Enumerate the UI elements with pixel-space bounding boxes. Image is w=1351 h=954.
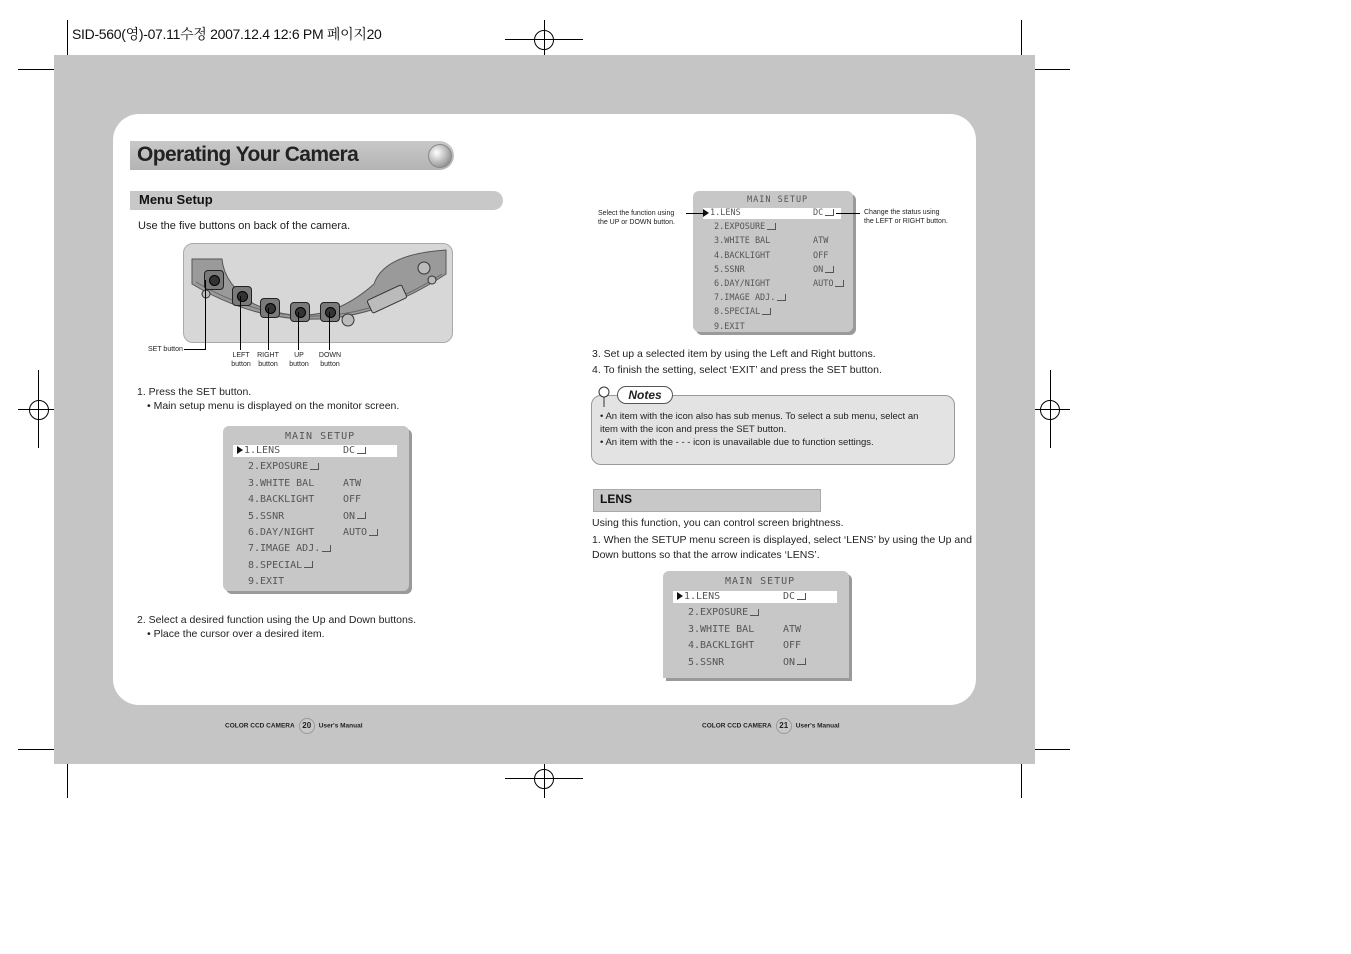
- label-line: button: [289, 361, 309, 368]
- lens-step-1b: Down buttons so that the arrow indicates ‘LENS’.: [592, 549, 820, 561]
- set-button-label: SET button: [148, 346, 183, 353]
- osd-item: [237, 445, 280, 456]
- osd-item: [703, 265, 745, 275]
- osd-item: [703, 322, 745, 332]
- submenu-enter-icon: [835, 280, 844, 287]
- label-line: UP: [294, 352, 304, 359]
- notes-pen-icon: [596, 384, 614, 408]
- osd-item-value: [783, 657, 806, 668]
- submenu-enter-icon: [825, 266, 834, 273]
- submenu-enter-icon: [797, 593, 806, 600]
- osd-item-value-text: ON: [343, 510, 356, 522]
- osd-item-value: [343, 494, 361, 505]
- osd-item-value-text: ON: [813, 264, 824, 275]
- osd-item-value-text: ATW: [783, 623, 802, 635]
- osd-title: MAIN SETUP: [725, 576, 796, 587]
- note-line: • An item with the - - - icon is unavailable due to function settings.: [600, 437, 874, 448]
- osd-item: [703, 251, 770, 261]
- osd-item-value: [813, 208, 834, 218]
- osd-item: [237, 576, 284, 587]
- osd-item-label: 1.LENS: [710, 208, 741, 218]
- osd-item: [703, 208, 741, 218]
- cursor-arrow-icon: [237, 446, 243, 454]
- osd-item-value: [813, 251, 828, 261]
- submenu-enter-icon: [825, 209, 834, 216]
- osd-item-label: 3.WHITE BAL: [714, 236, 771, 247]
- page-number: 21: [776, 718, 792, 734]
- submenu-enter-icon: [777, 294, 786, 301]
- down-button-knob: [320, 302, 340, 322]
- crop-mark: [1032, 749, 1070, 750]
- callout-line: [686, 213, 704, 214]
- note-line: • An item with the icon also has sub menus. To select a sub menu, select an: [600, 411, 919, 422]
- osd-item-label: 5.SSNR: [714, 264, 745, 275]
- osd-item-label: 2.EXPOSURE: [248, 461, 309, 473]
- footer-product: COLOR CCD CAMERA: [225, 722, 295, 730]
- osd-item: [703, 307, 771, 317]
- submenu-enter-icon: [750, 609, 759, 616]
- osd-item-label: 1.LENS: [684, 591, 721, 602]
- osd-item-label: 5.SSNR: [248, 510, 285, 522]
- osd-item: [237, 543, 331, 554]
- footer-manual: User's Manual: [795, 722, 840, 730]
- osd-item-value: [343, 527, 378, 538]
- step-2: 2. Select a desired function using the Up and Down buttons.: [137, 614, 417, 626]
- up-button-knob: [290, 302, 310, 322]
- up-button-label: [288, 351, 310, 369]
- section-title-lens: LENS: [600, 492, 633, 506]
- crop-mark: [67, 762, 68, 798]
- title-sphere-icon: [428, 144, 452, 168]
- osd-item-value: [783, 624, 801, 635]
- page-title: Operating Your Camera: [137, 143, 359, 166]
- osd-item: [237, 560, 313, 571]
- osd-item-label: 7.IMAGE ADJ.: [248, 543, 321, 555]
- submenu-enter-icon: [797, 658, 806, 665]
- lens-intro: Using this function, you can control screen brightness.: [592, 517, 844, 529]
- crop-mark: [18, 749, 56, 750]
- osd-item-value: [343, 478, 361, 489]
- registration-mark: [534, 769, 554, 789]
- print-header: SID-560(영)-07.11수정 2007.12.4 12:6 PM 페이지20: [72, 26, 382, 42]
- osd-main-setup-menu: [663, 571, 849, 678]
- section-title-menu-setup: Menu Setup: [139, 192, 213, 207]
- osd-item: [677, 607, 759, 618]
- label-line: button: [320, 361, 340, 368]
- crop-mark: [18, 69, 56, 70]
- lens-step-1a: 1. When the SETUP menu screen is displayed, select ‘LENS’ by using the Up and: [592, 534, 972, 546]
- osd-item-value-text: ON: [783, 656, 796, 668]
- note-line: item with the icon and press the SET button.: [600, 424, 787, 435]
- notes-text: [600, 410, 918, 449]
- callout-line-text: the LEFT or RIGHT button.: [864, 218, 948, 225]
- osd-item: [677, 640, 754, 651]
- step-1: 1. Press the SET button.: [137, 386, 252, 398]
- osd-item-label: 1.LENS: [244, 445, 281, 456]
- osd-item-value: [783, 591, 806, 602]
- callout-line-text: Change the status using: [864, 209, 940, 216]
- leader-line: [184, 349, 206, 350]
- osd-item-label: 6.DAY/NIGHT: [248, 527, 315, 538]
- label-line: RIGHT: [257, 352, 279, 359]
- osd-item-label: 8.SPECIAL: [714, 307, 761, 318]
- crop-mark: [1021, 762, 1022, 798]
- left-button-knob: [232, 286, 252, 306]
- callout-select-function: [598, 209, 675, 227]
- osd-item-label: 9.EXIT: [714, 321, 745, 332]
- submenu-enter-icon: [322, 545, 331, 552]
- osd-item-label: 6.DAY/NIGHT: [714, 279, 771, 289]
- footer-manual: User's Manual: [318, 722, 363, 730]
- osd-item: [703, 236, 770, 246]
- osd-item-label: 8.SPECIAL: [248, 559, 303, 571]
- osd-item: [237, 527, 314, 538]
- osd-item-value-text: OFF: [813, 250, 829, 261]
- cursor-arrow-icon: [677, 592, 683, 600]
- osd-item-label: 5.SSNR: [688, 656, 725, 668]
- label-line: button: [258, 361, 278, 368]
- osd-item-label: 4.BACKLIGHT: [248, 494, 315, 506]
- label-line: LEFT: [232, 352, 250, 359]
- osd-item-value: [343, 445, 366, 456]
- label-line: button: [231, 361, 251, 368]
- osd-item-label: 3.WHITE BAL: [248, 477, 315, 489]
- leader-line: [329, 312, 330, 350]
- submenu-enter-icon: [310, 463, 319, 470]
- registration-mark: [534, 30, 554, 50]
- step-1-bullet: • Main setup menu is displayed on the monitor screen.: [147, 400, 400, 412]
- submenu-enter-icon: [369, 529, 378, 536]
- osd-item: [237, 494, 314, 505]
- osd-item-label: 2.EXPOSURE: [688, 607, 749, 619]
- step-2-bullet: • Place the cursor over a desired item.: [147, 628, 325, 640]
- osd-item-label: 3.WHITE BAL: [688, 623, 755, 635]
- registration-mark: [29, 400, 49, 420]
- callout-line: [836, 213, 860, 214]
- osd-item-value-text: OFF: [343, 494, 362, 506]
- footer-left: [225, 718, 363, 734]
- osd-item: [237, 478, 314, 489]
- callout-change-status: [864, 208, 948, 226]
- intro-text: Use the five buttons on back of the camera.: [138, 220, 351, 232]
- submenu-enter-icon: [304, 561, 313, 568]
- right-button-knob: [260, 298, 280, 318]
- left-button-label: [230, 351, 252, 369]
- osd-item: [703, 279, 770, 289]
- callout-line-text: Select the function using: [598, 210, 675, 217]
- osd-item-label: 4.BACKLIGHT: [688, 640, 755, 652]
- crop-mark: [1032, 69, 1070, 70]
- osd-title: MAIN SETUP: [285, 431, 356, 442]
- step-3: 3. Set up a selected item by using the Left and Right buttons.: [592, 348, 876, 360]
- osd-item-value: [813, 265, 834, 275]
- step-4: 4. To finish the setting, select ‘EXIT’ and press the SET button.: [592, 364, 882, 376]
- osd-title: MAIN SETUP: [747, 195, 809, 205]
- leader-line: [268, 308, 269, 350]
- right-button-label: [256, 351, 280, 369]
- label-line: DOWN: [318, 352, 342, 359]
- osd-item: [677, 657, 724, 668]
- osd-item-value-text: AUTO: [343, 527, 368, 538]
- set-button-knob: [204, 270, 224, 290]
- leader-line: [205, 280, 206, 350]
- osd-item: [677, 591, 720, 602]
- osd-item-label: 4.BACKLIGHT: [714, 250, 771, 261]
- osd-item-value-text: ATW: [813, 236, 829, 247]
- registration-mark: [1040, 400, 1060, 420]
- page-number: 20: [299, 718, 315, 734]
- osd-item: [703, 293, 786, 303]
- crop-mark: [67, 20, 68, 58]
- submenu-enter-icon: [357, 447, 366, 454]
- osd-item-value: [783, 640, 801, 651]
- osd-item-label: 9.EXIT: [248, 576, 285, 588]
- osd-item-value: [813, 279, 844, 289]
- osd-item: [703, 222, 776, 232]
- osd-main-setup-menu: [223, 426, 409, 591]
- submenu-enter-icon: [767, 223, 776, 230]
- osd-item: [237, 511, 284, 522]
- osd-item-label: 2.EXPOSURE: [714, 222, 766, 233]
- osd-item: [237, 461, 319, 472]
- leader-line: [298, 312, 299, 350]
- down-button-label: [318, 351, 342, 369]
- submenu-enter-icon: [762, 308, 771, 315]
- camera-panel-illustration: [184, 244, 452, 342]
- callout-line-text: the UP or DOWN button.: [598, 219, 675, 226]
- osd-item-label: 7.IMAGE ADJ.: [714, 293, 776, 304]
- osd-item-value: [813, 236, 828, 246]
- footer-product: COLOR CCD CAMERA: [702, 722, 772, 730]
- osd-item-value-text: ATW: [343, 477, 362, 489]
- osd-item-value-text: DC: [783, 591, 796, 602]
- footer-right: [702, 718, 840, 734]
- notes-label: Notes: [617, 386, 673, 404]
- leader-line: [240, 296, 241, 350]
- osd-item-value: [343, 511, 366, 522]
- osd-item-value-text: OFF: [783, 640, 802, 652]
- camera-back-panel: [183, 243, 453, 343]
- osd-item-value-text: DC: [343, 445, 356, 456]
- submenu-enter-icon: [357, 512, 366, 519]
- osd-item: [677, 624, 754, 635]
- osd-item-value-text: DC: [813, 208, 824, 218]
- osd-item-value-text: AUTO: [813, 279, 834, 289]
- crop-mark: [1021, 20, 1022, 58]
- osd-main-setup-menu: [693, 191, 853, 332]
